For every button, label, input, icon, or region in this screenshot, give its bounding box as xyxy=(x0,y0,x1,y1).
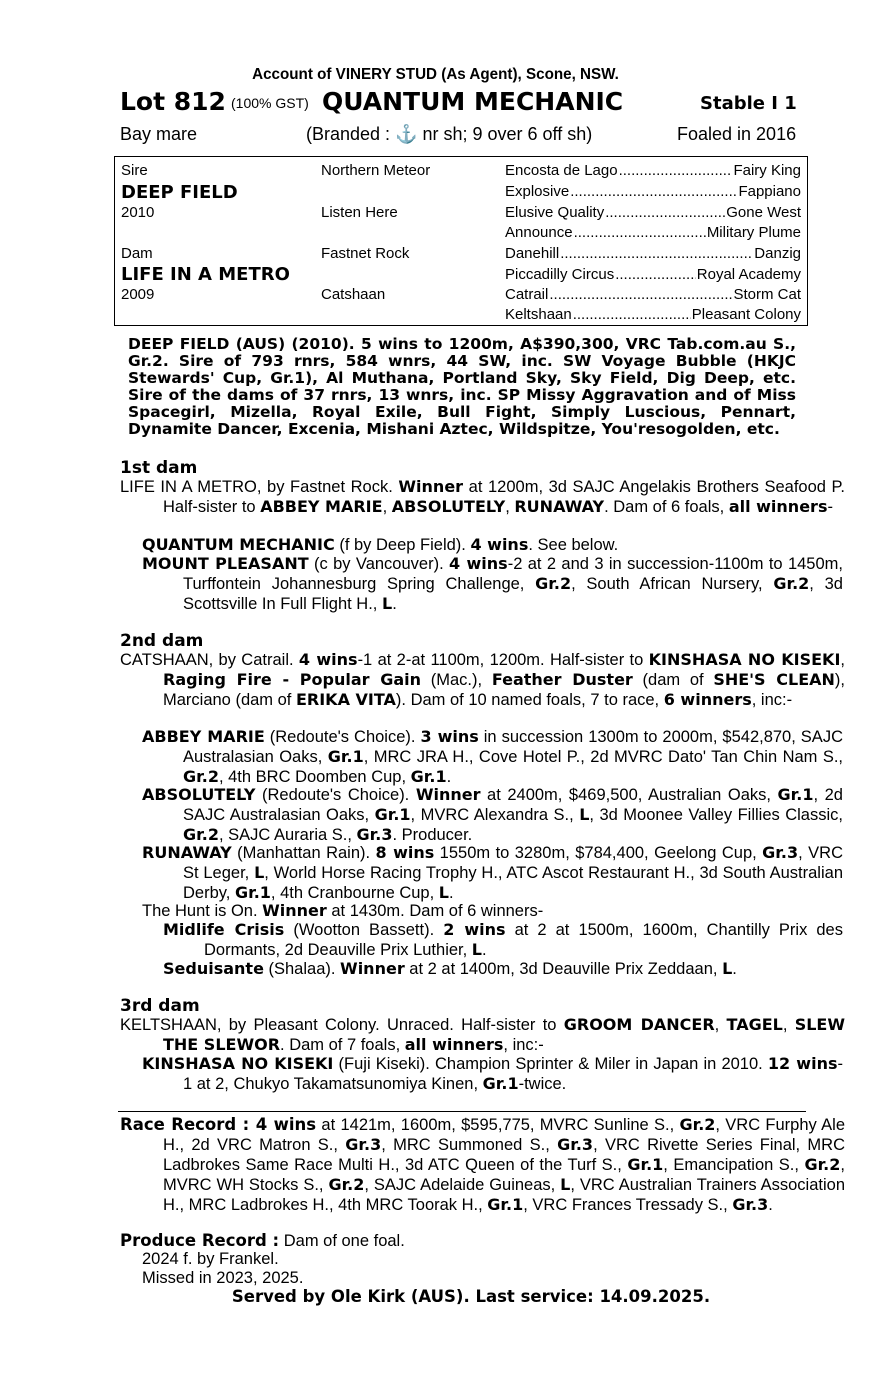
text-run: , MRC JRA H., Cove Hotel P., 2d MVRC Dato' Tan Chin Nam S., xyxy=(363,748,844,766)
third-gen-sire: Gone West xyxy=(726,204,801,221)
sire-summary: DEEP FIELD (AUS) (2010). 5 wins to 1200m, A$390,300, VRC Tab.com.au S., Gr.2. Sire of 793 rnrs, 584 wnrs, 44 SW, inc. SW Voyage Bubble (HKJC Stewards' Cup, Gr.1), Al Muthana, Portland Sky, Sky Field, Dig Deep, etc. Sire of the dams of 37 rnrs, 13 wnrs, inc. SP Missy Aggravation and of Miss Spacegirl, Mizella, Royal Exile, Bull Fight, Simply Luscious, Pennart, Dynamite Dancer, Excenia, Mishani Aztec, Wildspitze, You'resogolden, etc. xyxy=(128,335,796,438)
text-run-bold: ERIKA VITA xyxy=(295,690,396,709)
text-run: at 1421m, 1600m, $595,775, MVRC Sunline S., xyxy=(316,1116,680,1134)
text-run: , xyxy=(782,1016,795,1034)
text-run-bold: Winner xyxy=(340,959,405,978)
text-run-bold: GROOM DANCER xyxy=(563,1015,715,1034)
second-dam-paragraph xyxy=(120,650,845,710)
text-run-bold: L xyxy=(381,594,393,613)
text-run: (Manhattan Rain). xyxy=(231,844,376,862)
leader-dots xyxy=(549,286,732,303)
text-run: , South African Nursery, xyxy=(571,575,774,593)
produce-entry xyxy=(142,785,843,845)
produce-entry xyxy=(142,843,843,903)
text-run: CATSHAAN, by Catrail. xyxy=(120,651,299,669)
third-gen-name: Elusive Quality xyxy=(505,204,605,221)
horse-details xyxy=(120,124,802,146)
text-run-bold: RUNAWAY xyxy=(142,843,232,862)
text-run: . xyxy=(448,884,454,902)
text-run-bold: Gr.1 xyxy=(627,1155,664,1174)
produce-entry xyxy=(163,920,843,960)
race-record-label: Race Record : 4 wins xyxy=(120,1115,317,1134)
produce-record-label: Produce Record : xyxy=(120,1231,280,1250)
text-run: , 3d Moonee Valley Fillies Classic, xyxy=(589,806,843,824)
consignor-line: Account of VINERY STUD (As Agent), Scone, NSW. xyxy=(252,66,619,83)
third-gen-sire: Danzig xyxy=(754,245,801,262)
text-run: - xyxy=(827,498,833,516)
produce-record xyxy=(120,1231,802,1251)
text-run: (Mac.), xyxy=(421,671,492,689)
third-gen-sire: Fairy King xyxy=(733,162,801,179)
sire-dam: Listen Here xyxy=(321,204,398,221)
text-run-bold: 2 wins xyxy=(443,920,506,939)
third-gen-row xyxy=(505,162,801,179)
produce-entry xyxy=(142,727,843,787)
gst-note: (100% GST) xyxy=(231,95,309,111)
text-run: , SAJC Adelaide Guineas, xyxy=(364,1176,561,1194)
text-run: (Fuji Kiseki). Champion Sprinter & Miler in Japan in 2010. xyxy=(333,1055,768,1073)
text-run-bold: Gr.3 xyxy=(356,825,393,844)
text-run: in succession 1300m to 2000m, $542,870, SAJC Australasian Oaks, xyxy=(183,728,843,766)
third-gen-name: Keltshaan xyxy=(505,306,572,323)
first-dam-paragraph xyxy=(120,477,845,517)
text-run: , xyxy=(382,498,392,516)
text-run-bold: ABBEY MARIE xyxy=(260,497,383,516)
text-run-bold: all winners xyxy=(728,497,828,516)
stable-label: Stable I 1 xyxy=(700,93,797,114)
text-run: , 4th Cranbourne Cup, xyxy=(270,884,439,902)
text-run: . Producer. xyxy=(392,826,473,844)
text-run-bold: all winners xyxy=(404,1035,504,1054)
text-run-bold: Seduisante xyxy=(163,959,264,978)
text-run-bold: Gr.1 xyxy=(327,747,364,766)
text-run: -1 at 2, Chukyo Takamatsunomiya Kinen, xyxy=(183,1055,843,1093)
leader-dots xyxy=(615,266,696,283)
text-run-bold: Feather Duster xyxy=(491,670,633,689)
third-gen-sire: Pleasant Colony xyxy=(691,306,801,323)
text-run-bold: MOUNT PLEASANT xyxy=(142,554,309,573)
text-run-bold: Winner xyxy=(262,901,327,920)
third-gen-row xyxy=(505,245,801,262)
leader-dots xyxy=(560,245,753,262)
text-run-bold: Gr.2 xyxy=(679,1115,716,1134)
text-run: , SAJC Auraria S., xyxy=(218,826,357,844)
text-run-bold: Gr.2 xyxy=(328,1175,365,1194)
text-run: The Hunt is On. xyxy=(142,902,263,920)
text-run: (dam of xyxy=(632,671,714,689)
sire-name: DEEP FIELD xyxy=(121,182,238,203)
text-run-bold: Winner xyxy=(398,477,464,496)
text-run-bold: Gr.1 xyxy=(374,805,411,824)
text-run: , 3d Scottsville In Full Flight H., xyxy=(183,575,843,613)
text-run-bold: 12 wins xyxy=(767,1054,838,1073)
text-run: . xyxy=(392,595,397,613)
produce-entry xyxy=(142,535,843,555)
text-run: , VRC St Leger, xyxy=(183,844,843,882)
third-gen-row xyxy=(505,266,801,283)
text-run-bold: SLEW THE SLEWOR xyxy=(163,1015,845,1054)
text-run: , VRC Furphy Ale H., 2d VRC Matron S., xyxy=(163,1116,845,1154)
text-run-bold: KINSHASA NO KISEKI xyxy=(648,650,841,669)
text-run: at 2400m, $469,500, Australian Oaks, xyxy=(480,786,778,804)
dam-dam: Catshaan xyxy=(321,286,386,303)
third-gen-sire: Military Plume xyxy=(706,224,801,241)
third-gen-sire: Fappiano xyxy=(738,183,801,200)
text-run: (Redoute's Choice). xyxy=(255,786,416,804)
leader-dots xyxy=(605,204,725,221)
dam-sire: Fastnet Rock xyxy=(321,245,410,262)
text-run-bold: 4 wins xyxy=(470,535,529,554)
produce-entry xyxy=(142,554,843,614)
text-run: ). Dam of 10 named foals, 7 to race, xyxy=(395,691,664,709)
lot-number: Lot 812 xyxy=(120,87,226,116)
sire-year: 2010 xyxy=(121,204,155,221)
text-run-bold: Gr.2 xyxy=(183,767,219,786)
text-run-bold: L xyxy=(254,863,265,882)
brand-description: (Branded : ⚓ nr sh; 9 over 6 off sh) xyxy=(306,124,593,144)
third-gen-name: Danehill xyxy=(505,245,560,262)
horse-name: QUANTUM MECHANIC xyxy=(322,87,624,116)
sire-label: Sire xyxy=(121,162,148,179)
third-gen-row xyxy=(505,306,801,323)
text-run: . xyxy=(482,941,487,959)
text-run-bold: RUNAWAY xyxy=(514,497,605,516)
produce-entry xyxy=(142,901,802,921)
text-run: , Emancipation S., xyxy=(663,1156,805,1174)
text-run-bold: Gr.3 xyxy=(345,1135,382,1154)
third-gen-sire: Storm Cat xyxy=(733,286,801,303)
foaled-year: Foaled in 2016 xyxy=(677,124,797,144)
produce-record-line: Missed in 2023, 2025. xyxy=(142,1269,304,1287)
text-run: , World Horse Racing Trophy H., ATC Ascot Restaurant H., 3d South Australian Derby, xyxy=(183,864,843,902)
text-run-bold: 6 winners xyxy=(663,690,752,709)
leader-dots xyxy=(570,183,737,200)
colour-sex: Bay mare xyxy=(120,124,198,144)
leader-dots xyxy=(619,162,733,179)
text-run: -1 at 2-at 1100m, 1200m. Half-sister to xyxy=(357,651,649,669)
text-run: (Redoute's Choice). xyxy=(264,728,421,746)
text-run: 1550m to 3280m, $784,400, Geelong Cup, xyxy=(434,844,763,862)
produce-record-line: 2024 f. by Frankel. xyxy=(142,1250,279,1268)
third-dam-paragraph xyxy=(120,1015,845,1055)
pedigree-table xyxy=(114,156,808,326)
text-run: . xyxy=(732,960,737,978)
text-run-bold: Midlife Crisis xyxy=(163,920,285,939)
text-run: , inc:- xyxy=(751,691,793,709)
dam-label: Dam xyxy=(121,245,153,262)
text-run-bold: Gr.3 xyxy=(732,1195,769,1214)
text-run-bold: Gr.1 xyxy=(234,883,271,902)
text-run-bold: ABSOLUTELY xyxy=(391,497,506,516)
third-gen-row xyxy=(505,183,801,200)
text-run-bold: SHE'S CLEAN xyxy=(713,670,835,689)
text-run-bold: L xyxy=(471,940,482,959)
section-divider xyxy=(118,1111,806,1112)
first-dam-heading: 1st dam xyxy=(120,458,198,478)
dam-year: 2009 xyxy=(121,286,155,303)
text-run: , MRC Summoned S., xyxy=(381,1136,558,1154)
lot-line xyxy=(120,87,810,119)
third-gen-name: Piccadilly Circus xyxy=(505,266,615,283)
leader-dots xyxy=(574,224,706,241)
produce-entry xyxy=(142,1054,843,1094)
third-dam-heading: 3rd dam xyxy=(120,996,200,1016)
text-run: at 2 at 1500m, 1600m, Chantilly Prix des Dormants, 2d Deauville Prix Luthier, xyxy=(204,921,843,959)
produce-entry xyxy=(163,959,802,979)
race-record xyxy=(120,1115,845,1215)
second-dam-heading: 2nd dam xyxy=(120,631,204,651)
text-run-bold: TAGEL xyxy=(726,1015,783,1034)
text-run: , MVRC Alexandra S., xyxy=(410,806,580,824)
text-run: Dam of one foal. xyxy=(279,1232,405,1250)
text-run-bold: 4 wins xyxy=(449,554,508,573)
text-run-bold: Gr.3 xyxy=(557,1135,594,1154)
text-run-bold: Gr.2 xyxy=(183,825,219,844)
text-run-bold: QUANTUM MECHANIC xyxy=(142,535,335,554)
third-gen-row xyxy=(505,224,801,241)
text-run: , 2d SAJC Australasian Oaks, xyxy=(183,786,843,824)
third-gen-name: Announce xyxy=(505,224,573,241)
text-run-bold: 8 wins xyxy=(375,843,435,862)
text-run: ), Marciano (dam of xyxy=(163,671,846,709)
text-run: . xyxy=(768,1196,773,1214)
text-run-bold: 3 wins xyxy=(420,727,479,746)
text-run-bold: Gr.2 xyxy=(773,574,810,593)
text-run-bold: Gr.3 xyxy=(762,843,799,862)
text-run-bold: 4 wins xyxy=(298,650,358,669)
dam-name: LIFE IN A METRO xyxy=(121,264,290,285)
service-note: Served by Ole Kirk (AUS). Last service: 14.09.2025. xyxy=(231,1287,711,1306)
text-run: at 1430m. Dam of 6 winners- xyxy=(326,902,544,920)
text-run: at 1200m, 3d SAJC Angelakis Brothers Seafood P. Half-sister to xyxy=(163,478,845,516)
text-run: , 4th BRC Doomben Cup, xyxy=(218,768,411,786)
third-gen-row xyxy=(505,204,801,221)
text-run-bold: ABBEY MARIE xyxy=(142,727,265,746)
third-gen-sire: Royal Academy xyxy=(696,266,801,283)
text-run-bold: Gr.1 xyxy=(410,767,447,786)
text-run: , VRC Australian Trainers Association H., MRC Ladbrokes H., 4th MRC Toorak H., xyxy=(163,1176,845,1214)
text-run: -2 at 2 and 3 in succession-1100m to 1450m, Turffontein Johannesburg Spring Challenge, xyxy=(183,555,843,593)
text-run-bold: Gr.2 xyxy=(535,574,572,593)
third-gen-row xyxy=(505,286,801,303)
text-run: , MVRC WH Stocks S., xyxy=(163,1156,845,1194)
text-run: , xyxy=(714,1016,727,1034)
text-run: LIFE IN A METRO, by Fastnet Rock. xyxy=(120,478,399,496)
text-run-bold: L xyxy=(579,805,590,824)
text-run: , xyxy=(840,651,845,669)
third-gen-name: Explosive xyxy=(505,183,570,200)
sire-sire: Northern Meteor xyxy=(321,162,431,179)
text-run-bold: KINSHASA NO KISEKI xyxy=(142,1054,334,1073)
text-run-bold: Raging Fire - Popular Gain xyxy=(163,670,422,689)
text-run: , VRC Rivette Series Final, MRC Ladbrokes Same Race Multi H., 3d ATC Queen of the Turf S., xyxy=(163,1136,845,1174)
text-run-bold: Gr.1 xyxy=(777,785,814,804)
third-gen-name: Catrail xyxy=(505,286,549,303)
text-run: at 2 at 1400m, 3d Deauville Prix Zeddaan, xyxy=(404,960,723,978)
text-run-bold: Winner xyxy=(415,785,481,804)
text-run: . Dam of 7 foals, xyxy=(280,1036,405,1054)
text-run: . See below. xyxy=(528,536,619,554)
text-run-bold: Gr.2 xyxy=(804,1155,841,1174)
text-run: KELTSHAAN, by Pleasant Colony. Unraced. Half-sister to xyxy=(120,1016,564,1034)
text-run: -twice. xyxy=(518,1075,567,1093)
text-run: , xyxy=(505,498,515,516)
text-run-bold: Gr.1 xyxy=(482,1074,519,1093)
text-run-bold: Gr.1 xyxy=(487,1195,524,1214)
text-run: (f by Deep Field). xyxy=(334,536,471,554)
text-run: (Shalaa). xyxy=(263,960,341,978)
text-run-bold: L xyxy=(722,959,733,978)
text-run-bold: ABSOLUTELY xyxy=(142,785,256,804)
third-gen-name: Encosta de Lago xyxy=(505,162,618,179)
text-run-bold: L xyxy=(560,1175,571,1194)
text-run: , inc:- xyxy=(503,1036,544,1054)
text-run: . Dam of 6 foals, xyxy=(604,498,729,516)
text-run: (Wootton Bassett). xyxy=(284,921,444,939)
leader-dots xyxy=(573,306,691,323)
text-run-bold: L xyxy=(438,883,449,902)
text-run: , VRC Frances Tressady S., xyxy=(523,1196,733,1214)
text-run: (c by Vancouver). xyxy=(308,555,450,573)
text-run: . xyxy=(446,768,452,786)
